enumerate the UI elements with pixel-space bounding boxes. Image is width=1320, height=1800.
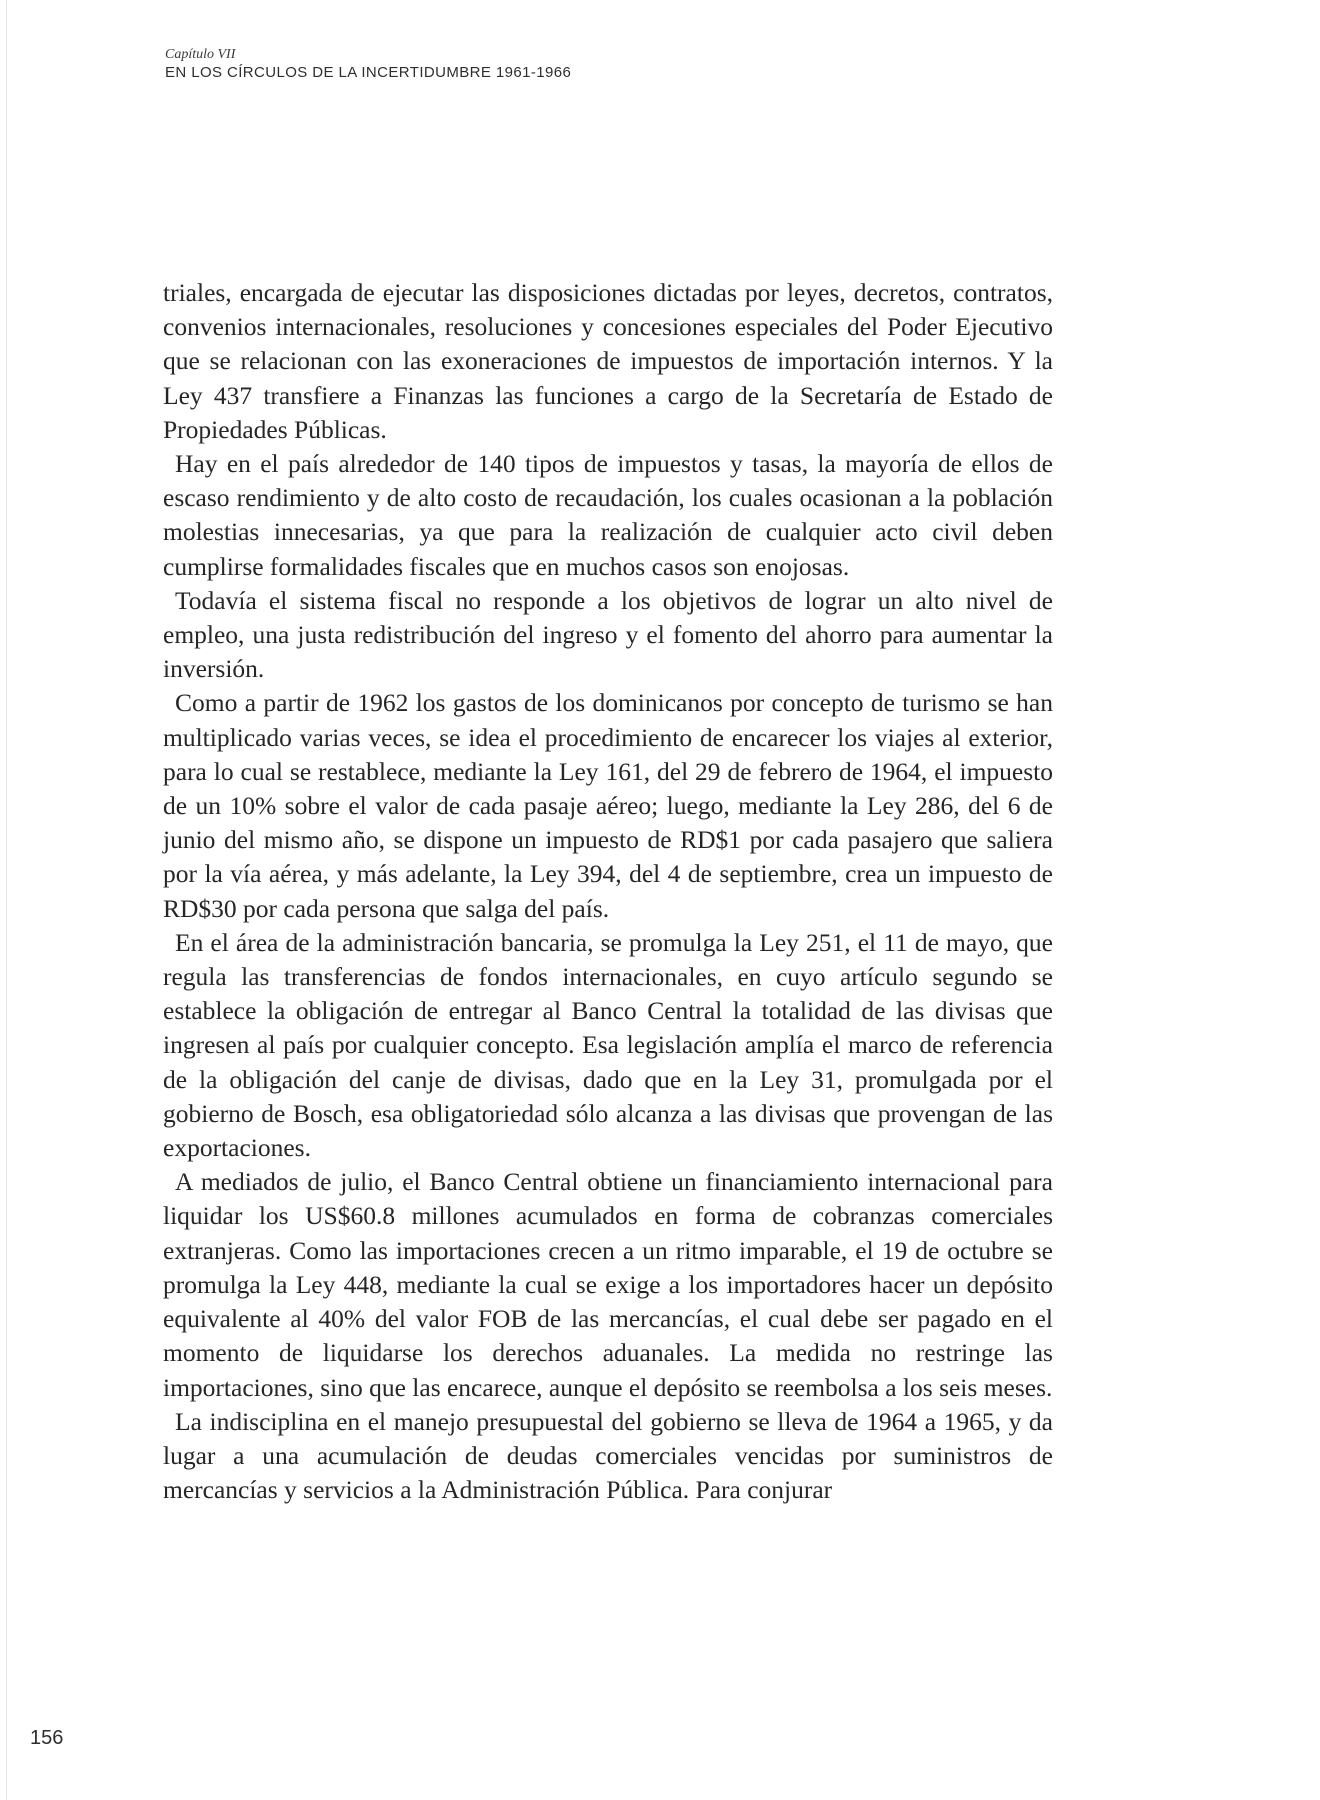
chapter-label: Capítulo VII xyxy=(165,47,236,62)
paragraph-2: Hay en el país alrededor de 140 tipos de impuestos y tasas, la mayoría de ellos de escaso rendimiento y de alto costo de recaudación, los cuales ocasionan a la población molestias innecesarias, ya que para la realización de cualquier acto civil deben cumplirse formalidades fiscales que en muchos casos son enojosas. xyxy=(163,449,1053,581)
running-header xyxy=(165,46,571,82)
paragraph-3: Todavía el sistema fiscal no responde a los objetivos de lograr un alto nivel de empleo, una justa redistribución del ingreso y el fomento del ahorro para aumentar la inversión. xyxy=(163,585,1053,684)
page-edge-line xyxy=(6,0,7,1800)
paragraph-7: La indisciplina en el manejo presupuestal del gobierno se lleva de 1964 a 1965, y da lugar a una acumulación de deudas comerciales vencidas por suministros de mercancías y servicios a la Administración Pública. Para conjurar xyxy=(163,1406,1053,1505)
paragraph-6: A mediados de julio, el Banco Central obtiene un financiamiento internacional para liquidar los US$60.8 millones acumulados en forma de cobranzas comerciales extranjeras. Como las importaciones crecen a un ritmo imparable, el 19 de octubre se promulga la Ley 448, mediante la cual se exige a los importadores hacer un depósito equivalente al 40% del valor FOB de las mercancías, el cual debe ser pagado en el momento de liquidarse los derechos aduanales. La medida no restringe las importaciones, sino que las encarece, aunque el depósito se reembolsa a los seis meses. xyxy=(163,1167,1053,1402)
body-text xyxy=(163,276,1053,1507)
paragraph-1: triales, encargada de ejecutar las disposiciones dictadas por leyes, decretos, contratos, convenios internacionales, resoluciones y concesiones especiales del Poder Ejecutivo que se relacionan con las exoneraciones de impuestos de importación internos. Y la Ley 437 transfiere a Finanzas las funciones a cargo de la Secretaría de Estado de Propiedades Públicas. xyxy=(163,278,1053,444)
page-number: 156 xyxy=(30,1727,64,1749)
paragraph-5: En el área de la administración bancaria, se promulga la Ley 251, el 11 de mayo, que regula las transferencias de fondos internacionales, en cuyo artículo segundo se establece la obligación de entregar al Banco Central la totalidad de las divisas que ingresen al país por cualquier concepto. Esa legislación amplía el marco de referencia de la obligación del canje de divisas, dado que en la Ley 31, promulgada por el gobierno de Bosch, esa obligatoriedad sólo alcanza a las divisas que provengan de las exportaciones. xyxy=(163,927,1053,1163)
chapter-title: EN LOS CÍRCULOS DE LA INCERTIDUMBRE 1961-1966 xyxy=(165,64,572,81)
paragraph-4: Como a partir de 1962 los gastos de los dominicanos por concepto de turismo se han multiplicado varias veces, se idea el procedimiento de encarecer los viajes al exterior, para lo cual se restablece, mediante la Ley 161, del 29 de febrero de 1964, el impuesto de un 10% sobre el valor de cada pasaje aéreo; luego, mediante la Ley 286, del 6 de junio del mismo año, se dispone un impuesto de RD$1 por cada pasajero que saliera por la vía aérea, y más adelante, la Ley 394, del 4 de septiembre, crea un impuesto de RD$30 por cada persona que salga del país. xyxy=(163,688,1053,923)
